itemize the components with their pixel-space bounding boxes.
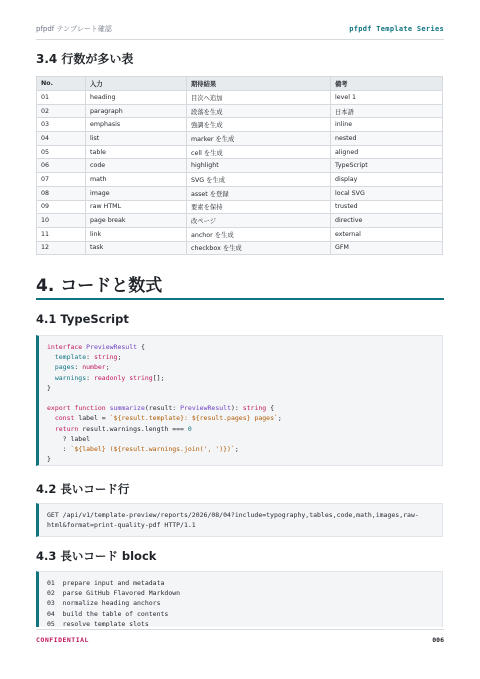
table-row xyxy=(37,132,443,146)
cell-no: 08 xyxy=(37,186,86,200)
code-line: ? label xyxy=(47,434,91,443)
code-line: export function summarize(result: PreviewResult): string { xyxy=(47,404,275,413)
cell-no: 03 xyxy=(37,118,86,132)
cell-expected: 段落を生成 xyxy=(187,104,331,118)
section-3-4-heading: 3.4 行数が多い表 xyxy=(36,52,134,66)
cell-expected: highlight xyxy=(187,159,331,173)
table-row xyxy=(37,241,443,255)
code-line: html&format=print-quality-pdf HTTP/1.1 xyxy=(47,521,196,530)
code-line: : `${label} (${result.warnings.join(', ')})`; xyxy=(47,444,239,453)
cell-note: GFM xyxy=(331,241,443,255)
page-number: 006 xyxy=(432,636,444,644)
code-line: interface PreviewResult { xyxy=(47,343,145,351)
code-line: 05 resolve template slots xyxy=(47,619,149,627)
table-row xyxy=(37,173,443,187)
cell-note: trusted xyxy=(331,200,443,214)
confidential-label: CONFIDENTIAL xyxy=(36,636,89,644)
code-line: const label = `${result.template}: ${result.pages} pages`; xyxy=(54,414,282,423)
cell-input: emphasis xyxy=(86,118,187,132)
table-row xyxy=(37,186,443,200)
cell-expected: marker を生成 xyxy=(187,132,331,146)
long-line-code-block xyxy=(36,503,443,537)
column-header-note: 備考 xyxy=(331,77,443,91)
table-row xyxy=(37,118,443,132)
cell-input: task xyxy=(86,241,187,255)
code-line: 04 build the table of contents xyxy=(47,609,169,618)
typescript-code-block xyxy=(36,335,443,466)
cell-no: 10 xyxy=(37,214,86,228)
cell-expected: 改ページ xyxy=(187,214,331,228)
cell-no: 12 xyxy=(37,241,86,255)
code-line: 02 parse GitHub Flavored Markdown xyxy=(47,589,181,598)
page-footer xyxy=(36,636,444,644)
code-line: GET /api/v1/template-preview/reports/2026/08/04?include=typography,tables,code,math,images,raw- xyxy=(47,511,419,519)
cell-expected: checkbox を生成 xyxy=(187,241,331,255)
cell-input: code xyxy=(86,159,187,173)
column-header-no: No. xyxy=(37,77,86,91)
cell-expected: 強調を生成 xyxy=(187,118,331,132)
table-body xyxy=(37,91,443,255)
section-4-2-heading: 4.2 長いコード行 xyxy=(36,482,130,496)
cell-note: directive xyxy=(331,214,443,228)
cell-no: 04 xyxy=(37,132,86,146)
long-code-block xyxy=(36,571,443,627)
table-row xyxy=(37,145,443,159)
code-line: return result.warnings.length === 0 xyxy=(54,424,192,433)
header-doc-title: pfpdf テンプレート確認 xyxy=(36,25,112,33)
cell-expected: SVG を生成 xyxy=(187,173,331,187)
cell-no: 07 xyxy=(37,173,86,187)
code-line xyxy=(47,393,434,403)
cell-input: math xyxy=(86,173,187,187)
cell-note: level 1 xyxy=(331,91,443,105)
code-line: template: string; xyxy=(54,353,122,362)
cell-input: page break xyxy=(86,214,187,228)
footer-divider xyxy=(36,629,444,630)
cell-expected: asset を登録 xyxy=(187,186,331,200)
cell-note: 日本語 xyxy=(331,104,443,118)
code-line: pages: number; xyxy=(54,363,110,372)
cell-input: table xyxy=(86,145,187,159)
cell-input: link xyxy=(86,227,187,241)
cell-no: 06 xyxy=(37,159,86,173)
table-header-row xyxy=(37,77,443,91)
header-divider xyxy=(36,39,444,40)
column-header-input: 入力 xyxy=(86,77,187,91)
cell-expected: anchor を生成 xyxy=(187,227,331,241)
cell-note: nested xyxy=(331,132,443,146)
many-rows-table xyxy=(36,76,443,255)
section-4-3-heading: 4.3 長いコード block xyxy=(36,549,157,563)
cell-no: 01 xyxy=(37,91,86,105)
cell-no: 05 xyxy=(37,145,86,159)
cell-input: raw HTML xyxy=(86,200,187,214)
cell-no: 02 xyxy=(37,104,86,118)
header-series-label: pfpdf Template Series xyxy=(349,25,444,33)
code-line: 01 prepare input and metadata xyxy=(47,579,165,587)
section-4-1-heading: 4.1 TypeScript xyxy=(36,312,129,326)
cell-input: image xyxy=(86,186,187,200)
table-row xyxy=(37,200,443,214)
cell-note: external xyxy=(331,227,443,241)
cell-note: aligned xyxy=(331,145,443,159)
table-row xyxy=(37,227,443,241)
cell-note: inline xyxy=(331,118,443,132)
cell-input: paragraph xyxy=(86,104,187,118)
page-header xyxy=(36,24,444,34)
code-line: 03 normalize heading anchors xyxy=(47,599,161,608)
table-row xyxy=(37,214,443,228)
cell-no: 09 xyxy=(37,200,86,214)
section-4-heading: 4. コードと数式 xyxy=(36,276,163,296)
cell-note: local SVG xyxy=(331,186,443,200)
table-row xyxy=(37,159,443,173)
cell-no: 11 xyxy=(37,227,86,241)
cell-expected: cell を生成 xyxy=(187,145,331,159)
table-row xyxy=(37,91,443,105)
cell-input: list xyxy=(86,132,187,146)
code-line: } xyxy=(47,383,51,392)
section-4-underline xyxy=(36,298,444,300)
code-line: warnings: readonly string[]; xyxy=(54,373,165,382)
cell-note: display xyxy=(331,173,443,187)
cell-input: heading xyxy=(86,91,187,105)
cell-expected: 要素を保持 xyxy=(187,200,331,214)
cell-expected: 目次へ追加 xyxy=(187,91,331,105)
table-row xyxy=(37,104,443,118)
code-line: } xyxy=(47,455,51,464)
cell-note: TypeScript xyxy=(331,159,443,173)
column-header-expected: 期待結果 xyxy=(187,77,331,91)
